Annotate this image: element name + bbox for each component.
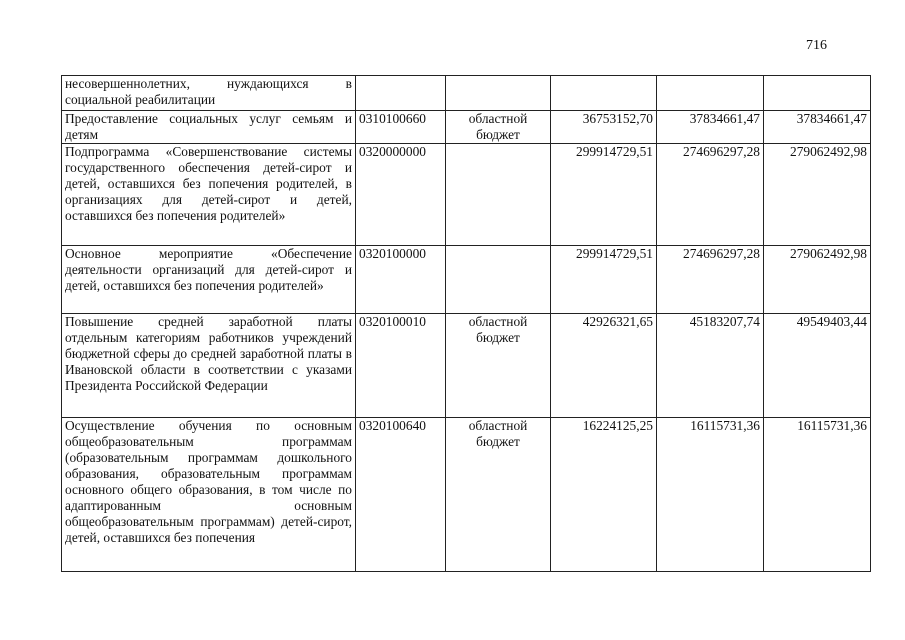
row-value2-cell: 45183207,74 xyxy=(657,314,764,418)
row-name-cell: Предоставление социальных услуг семьям и детям xyxy=(62,111,356,144)
table-row xyxy=(62,418,871,572)
row-source-cell xyxy=(446,144,551,246)
row-source-cell: областной бюджет xyxy=(446,418,551,572)
row-source-cell: областной бюджет xyxy=(446,314,551,418)
row-value1-cell: 299914729,51 xyxy=(551,144,657,246)
row-value2-cell: 16115731,36 xyxy=(657,418,764,572)
row-value1-cell: 16224125,25 xyxy=(551,418,657,572)
row-value2-cell: 37834661,47 xyxy=(657,111,764,144)
row-name-cell: Повышение средней заработной платы отдельным категориям работников учреждений бюджетной сферы до средней заработной платы в Ивановской области в соответствии с указами Президента Российской Федерации xyxy=(62,314,356,418)
row-source-cell xyxy=(446,76,551,111)
row-value3-cell: 279062492,98 xyxy=(764,144,871,246)
page-number: 716 xyxy=(806,38,827,53)
row-code-cell: 0320100010 xyxy=(356,314,446,418)
row-value3-cell: 49549403,44 xyxy=(764,314,871,418)
table-row xyxy=(62,314,871,418)
row-code-cell xyxy=(356,76,446,111)
row-value3-cell: 37834661,47 xyxy=(764,111,871,144)
row-value3-cell: 279062492,98 xyxy=(764,246,871,314)
row-value1-cell: 36753152,70 xyxy=(551,111,657,144)
row-code-cell: 0310100660 xyxy=(356,111,446,144)
row-code-cell: 0320000000 xyxy=(356,144,446,246)
table-row xyxy=(62,144,871,246)
row-source-cell xyxy=(446,246,551,314)
row-source-cell: областной бюджет xyxy=(446,111,551,144)
row-name-cell: Подпрограмма «Совершенствование системы государственного обеспечения детей-сирот и детей, оставшихся без попечения родителей, в организациях для детей-сирот и детей, оставшихся без попечения родителей» xyxy=(62,144,356,246)
table-row xyxy=(62,111,871,144)
row-value1-cell: 299914729,51 xyxy=(551,246,657,314)
row-value1-cell: 42926321,65 xyxy=(551,314,657,418)
row-value2-cell: 274696297,28 xyxy=(657,246,764,314)
budget-table xyxy=(61,75,871,572)
row-code-cell: 0320100640 xyxy=(356,418,446,572)
row-name-cell: Осуществление обучения по основным общеобразовательным программам (образовательным программам дошкольного образования, образовательным программам основного общего образования, в том числе по адаптированным основным общеобразовательным программам) детей-сирот, детей, оставшихся без попечения xyxy=(62,418,356,572)
row-name-cell: несовершеннолетних, нуждающихся в социальной реабилитации xyxy=(62,76,356,111)
row-name-cell: Основное мероприятие «Обеспечение деятельности организаций для детей-сирот и детей, оставшихся без попечения родителей» xyxy=(62,246,356,314)
table-row xyxy=(62,76,871,111)
row-value2-cell xyxy=(657,76,764,111)
row-value1-cell xyxy=(551,76,657,111)
row-value3-cell: 16115731,36 xyxy=(764,418,871,572)
row-code-cell: 0320100000 xyxy=(356,246,446,314)
row-value3-cell xyxy=(764,76,871,111)
table-row xyxy=(62,246,871,314)
row-value2-cell: 274696297,28 xyxy=(657,144,764,246)
